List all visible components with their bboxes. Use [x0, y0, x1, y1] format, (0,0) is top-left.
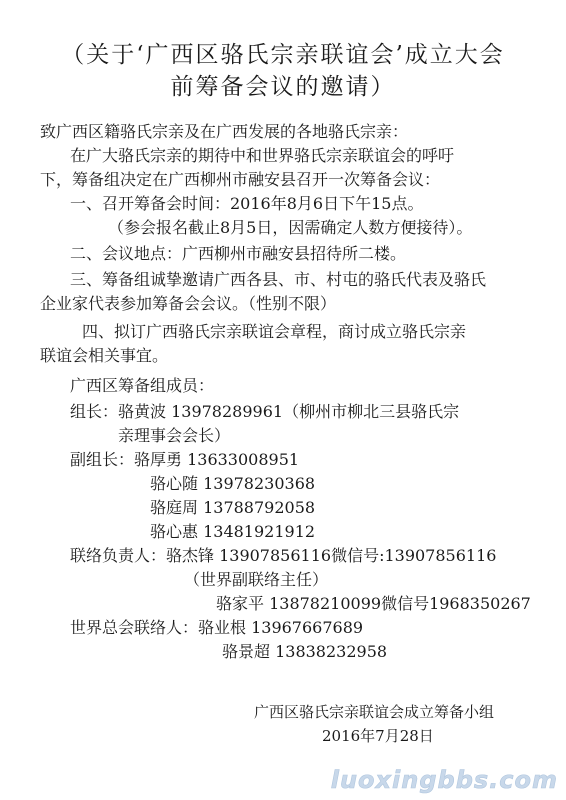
leader-line-1: 组长：骆黄波 13978289961（柳州市柳北三县骆氏宗 [70, 402, 460, 421]
item-1-note: （参会报名截止8月5日，因需确定人数方便接待）。 [108, 218, 473, 237]
salutation: 致广西区籍骆氏宗亲及在广西发展的各地骆氏宗亲： [40, 122, 409, 141]
leader-line-2: 亲理事会会长） [118, 426, 231, 445]
item-3-line-1: 三、筹备组诚挚邀请广西各县、市、村屯的骆氏代表及骆氏 [70, 270, 487, 289]
world-contact-1: 世界总会联络人：骆业根 13967667689 [70, 618, 364, 637]
item-4-line-2: 联谊会相关事宜。 [40, 346, 169, 365]
contact-lead-2: 骆家平 13878210099微信号1968350267 [216, 594, 531, 613]
title-line-1: （关于‘广西区骆氏宗亲联谊会’成立大会 [61, 42, 505, 68]
item-2-location: 二、会议地点：广西柳州市融安县招待所二楼。 [70, 244, 407, 263]
signature-date: 2016年7月28日 [322, 727, 434, 745]
item-4-line-1: 四、拟订广西骆氏宗亲联谊会章程，商讨成立骆氏宗亲 [82, 322, 467, 341]
deputy-leader-2: 骆心随 13978230368 [150, 474, 316, 493]
deputy-leader-3: 骆庭周 13788792058 [150, 498, 316, 517]
watermark: luoxingbbs.com [330, 766, 558, 794]
world-contact-2: 骆景超 13838232958 [222, 642, 388, 661]
item-3-line-2: 企业家代表参加筹备会会议。（性别不限） [40, 294, 337, 313]
deputy-leader-4: 骆心惠 13481921912 [150, 522, 316, 541]
item-1-time: 一、召开筹备会时间：2016年8月6日下午15点。 [70, 194, 424, 213]
deputy-leader-1: 副组长：骆厚勇 13633008951 [70, 450, 300, 469]
contact-lead-1: 联络负责人：骆杰锋 13907856116微信号:13907856116 [70, 546, 497, 565]
title-line-2: 前筹备会议的邀请） [170, 74, 396, 100]
signature-organization: 广西区骆氏宗亲联谊会成立筹备小组 [254, 703, 495, 721]
body-line: 下，筹备组决定在广西柳州市融安县召开一次筹备会议： [40, 170, 441, 189]
contact-lead-1-title: （世界副联络主任） [184, 570, 329, 589]
body-line: 在广大骆氏宗亲的期待中和世界骆氏宗亲联谊会的呼吁 [70, 146, 455, 165]
members-heading: 广西区筹备组成员： [70, 376, 215, 395]
